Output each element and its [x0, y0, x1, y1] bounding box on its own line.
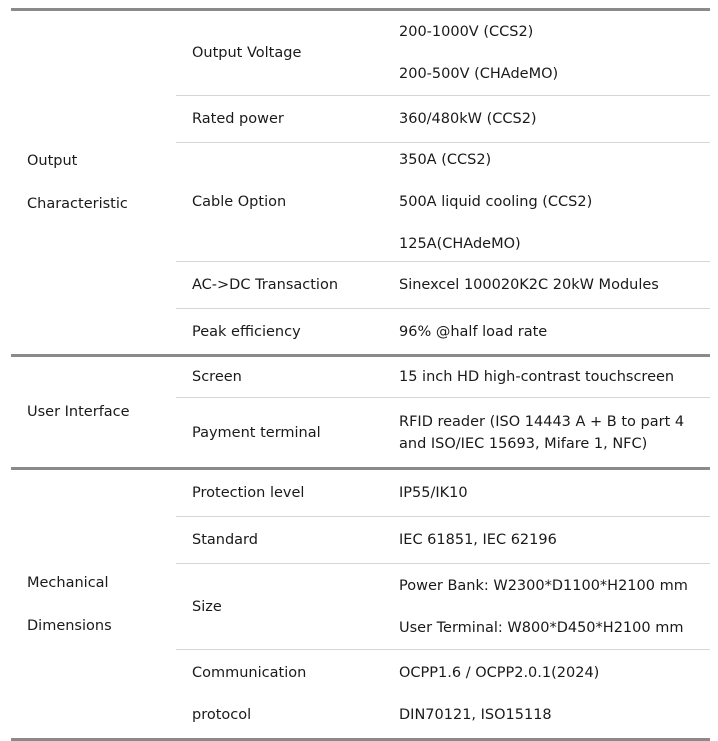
param-value: Power Bank: W2300*D1100*H2100 mm User Terminal: W800*D450*H2100 mm: [383, 564, 710, 650]
group-label: Mechanical Dimensions: [11, 469, 176, 740]
param-value: 350A (CCS2) 500A liquid cooling (CCS2) 125A(CHAdeMO): [383, 143, 710, 262]
param-label: Size: [176, 564, 383, 650]
param-label: Protection level: [176, 469, 383, 517]
spec-group-output: [11, 10, 710, 356]
param-label: AC->DC Transaction: [176, 262, 383, 309]
param-value: 360/480kW (CCS2): [383, 96, 710, 143]
param-value: OCPP1.6 / OCPP2.0.1(2024) DIN70121, ISO15118: [383, 650, 710, 740]
spec-row: [11, 469, 710, 517]
param-value: 200-1000V (CCS2) 200-500V (CHAdeMO): [383, 10, 710, 96]
spec-group-mechanical: [11, 469, 710, 740]
param-label: Peak efficiency: [176, 309, 383, 356]
param-label: Standard: [176, 517, 383, 564]
param-label: Output Voltage: [176, 10, 383, 96]
param-value: IP55/IK10: [383, 469, 710, 517]
spec-group-user-interface: [11, 356, 710, 469]
group-label: Output Characteristic: [11, 10, 176, 356]
spec-row: [11, 10, 710, 96]
param-value: Sinexcel 100020K2C 20kW Modules: [383, 262, 710, 309]
spec-row: [11, 356, 710, 398]
param-value: RFID reader (ISO 14443 A + B to part 4 and ISO/IEC 15693, Mifare 1, NFC): [383, 398, 710, 469]
param-label: Payment terminal: [176, 398, 383, 469]
param-label: Cable Option: [176, 143, 383, 262]
spec-table: [11, 8, 710, 741]
param-value: 15 inch HD high-contrast touchscreen: [383, 356, 710, 398]
param-label: Screen: [176, 356, 383, 398]
param-value: 96% @half load rate: [383, 309, 710, 356]
param-label: Rated power: [176, 96, 383, 143]
param-value: IEC 61851, IEC 62196: [383, 517, 710, 564]
group-label: User Interface: [11, 356, 176, 469]
param-label: Communication protocol: [176, 650, 383, 740]
